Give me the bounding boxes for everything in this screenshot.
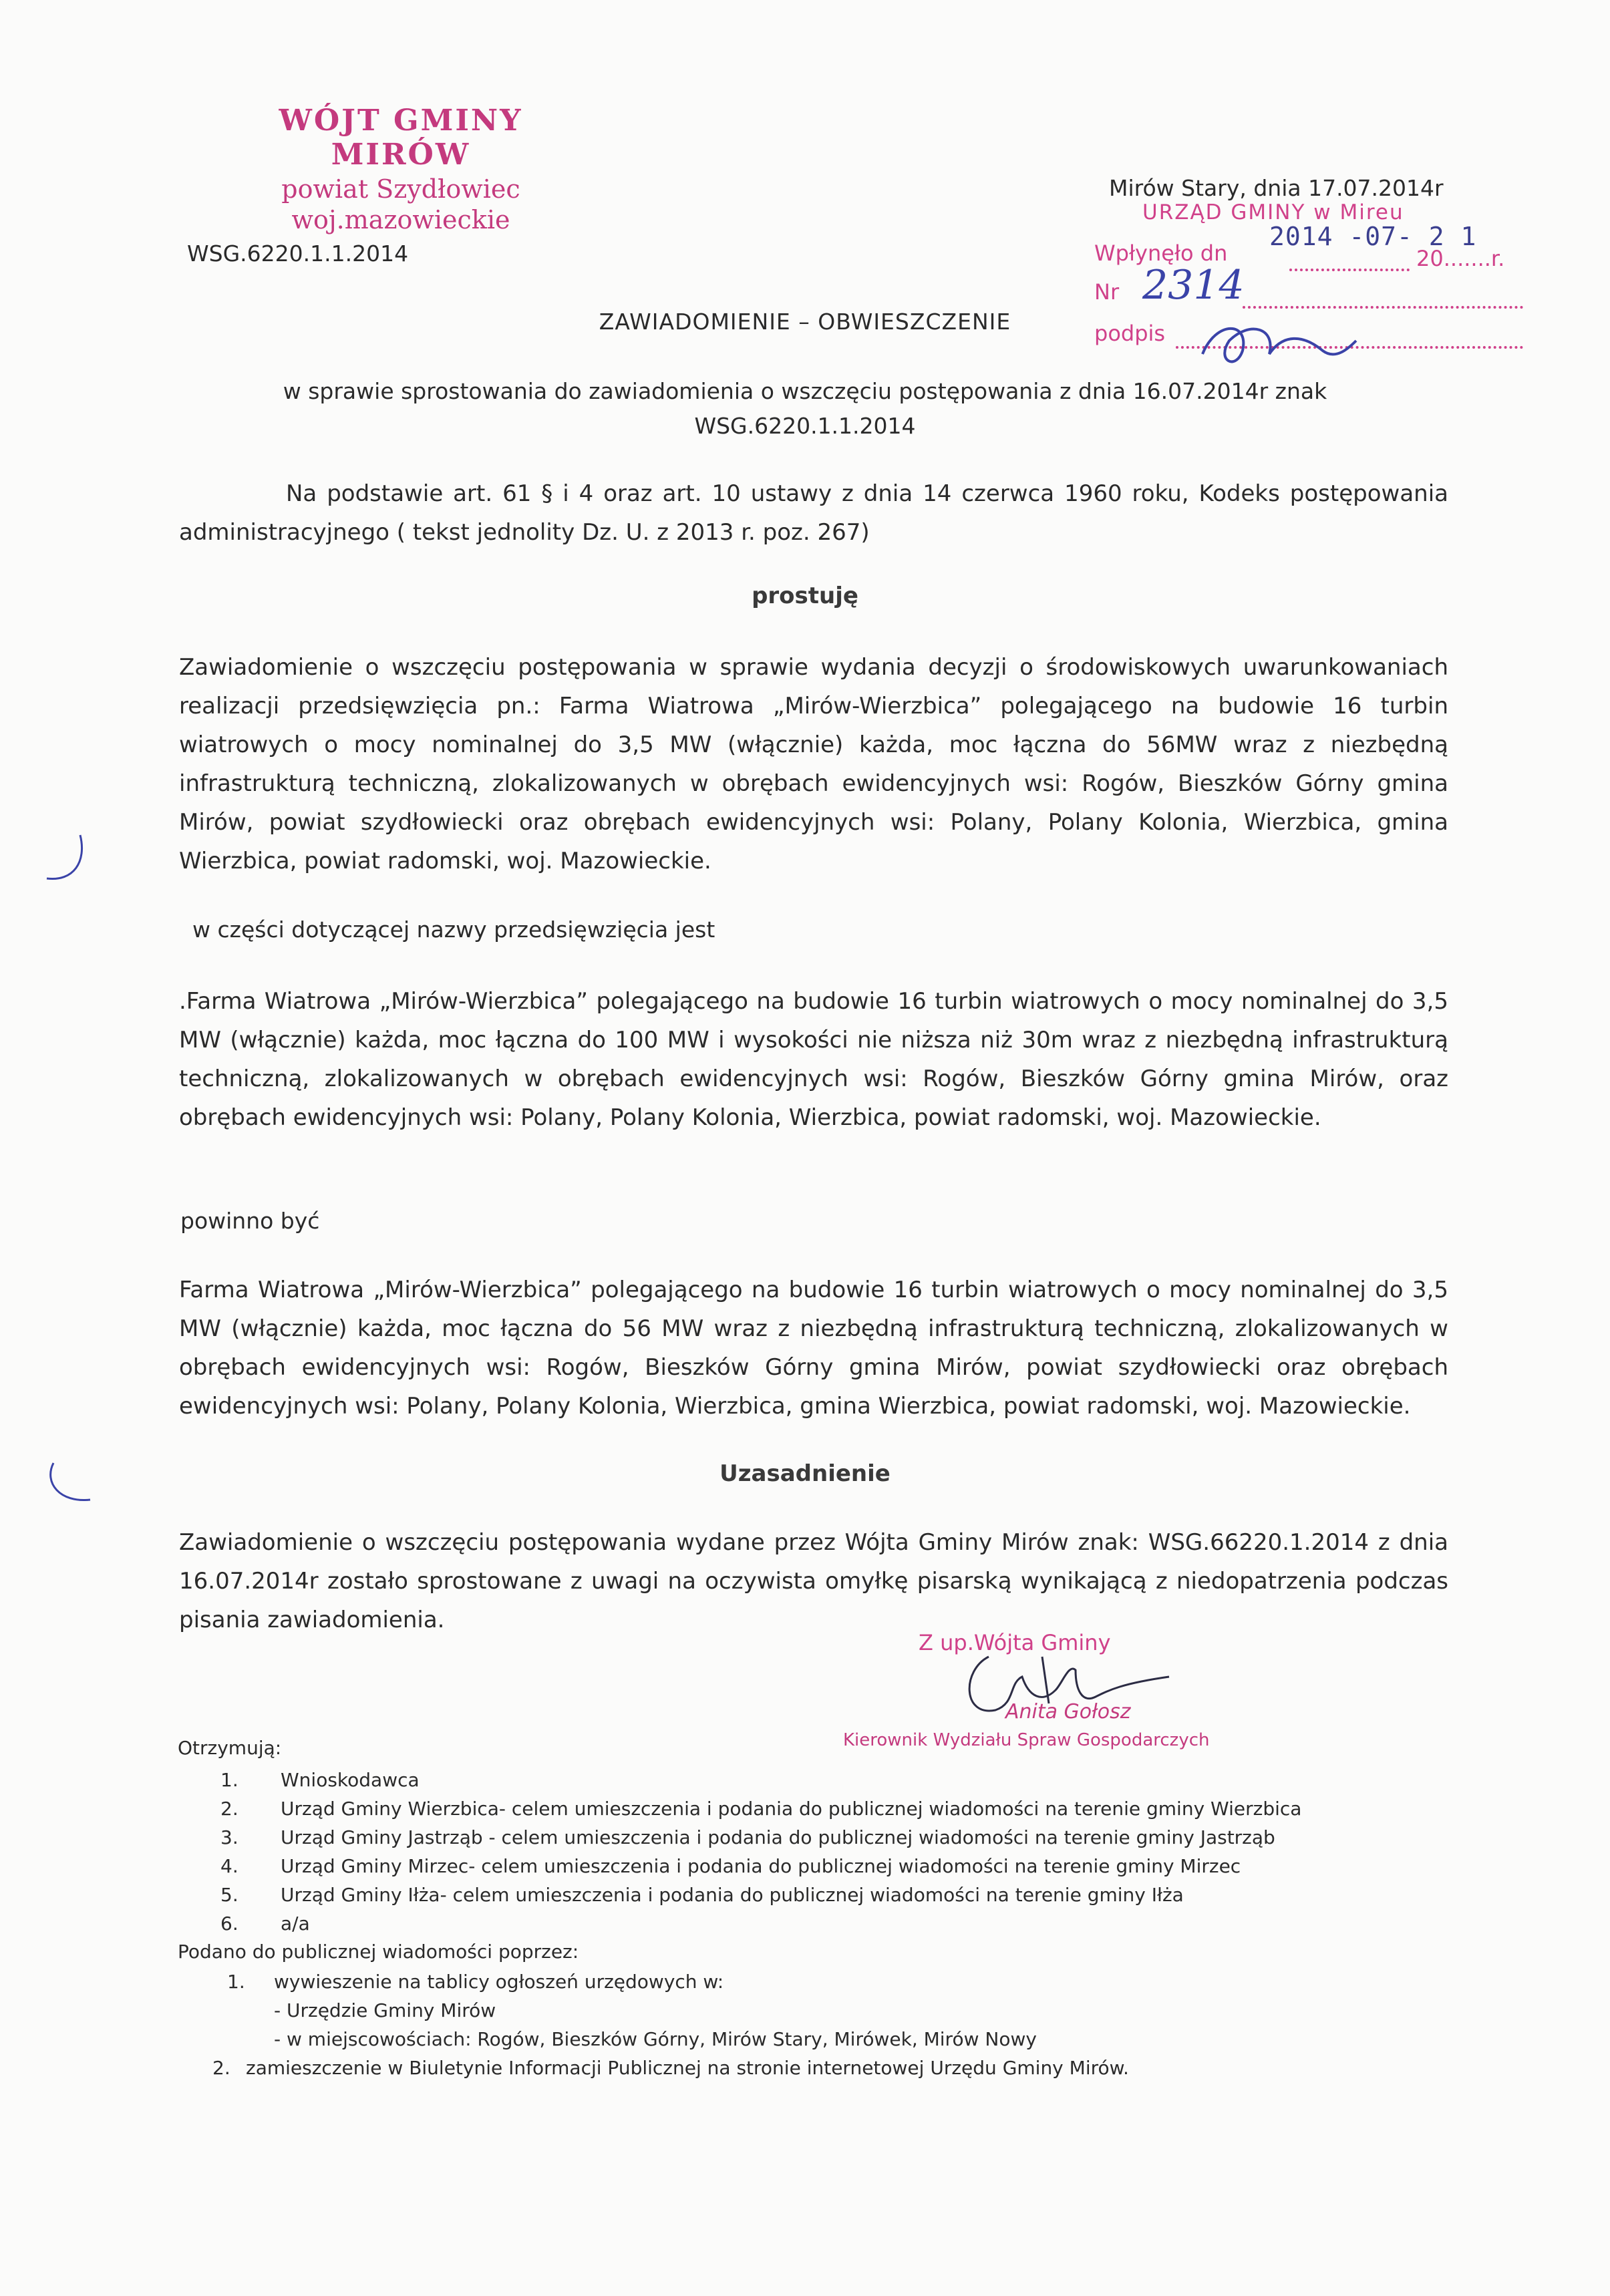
publication-item-1: 1. wywieszenie na tablicy ogłoszeń urzędowych w: [227, 1971, 724, 1993]
hole-punch-mark-icon [40, 1456, 100, 1510]
section-is-label: w części dotyczącej nazwy przedsięwzięcia jest [192, 917, 715, 943]
list-item: 5. Urząd Gminy Iłża- celem umieszczenia i podania do publicznej wiadomości na terenie gminy Iłża [220, 1884, 1184, 1906]
registration-number: 2314 [1142, 262, 1245, 309]
office-stamp-title: WÓJT GMINY MIRÓW [279, 104, 523, 172]
publication-heading: Podano do publicznej wiadomości poprzez: [178, 1941, 579, 1963]
list-item: 2. Urząd Gminy Wierzbica- celem umieszczenia i podania do publicznej wiadomości na terenie gminy Wierzbica [220, 1798, 1302, 1820]
should-be-label: powinno być [180, 1208, 320, 1234]
registration-stamp [1089, 200, 1537, 374]
subject-line-2: WSG.6220.1.1.2014 [694, 413, 916, 439]
decision-word: prostuję [752, 583, 858, 609]
margin-mark-icon [40, 828, 94, 888]
signature-authorization: Z up.Wójta Gminy [919, 1630, 1111, 1655]
signatory-name: Anita Gołosz [1005, 1700, 1131, 1724]
list-item: 1. Wnioskodawca [220, 1769, 420, 1791]
is-paragraph: .Farma Wiatrowa „Mirów-Wierzbica” polegającego na budowie 16 turbin wiatrowych o mocy nominalnej do 3,5 MW (włącznie) każda, moc łączna do 100 MW i wysokości nie niższa niż 30m wraz z niezbędną infrastrukturą techniczną, zlokalizowanych w obrębach ewidencyjnych wsi: Rogów, Bieszków Górny gmina Mirów, oraz obrębach ewidencyjnych wsi: Polany, Polany Kolonia, Wierzbica, powiat radomski, woj. Mazowieckie. [179, 988, 1448, 1131]
justification-paragraph: Zawiadomienie o wszczęciu postępowania wydane przez Wójta Gminy Mirów znak: WSG.66220.1.2014 z dnia 16.07.2014r zostało sprostowane z uwagi na oczywista omyłkę pisarską wynikającą z niedopatrzenia podczas pisania zawiadomienia. [179, 1529, 1448, 1633]
legal-basis-paragraph: Na podstawie art. 61 § i 4 oraz art. 10 ustawy z dnia 14 czerwca 1960 roku, Kodeks postępowania administracyjnego ( tekst jednolity Dz. U. z 2013 r. poz. 267) [179, 480, 1448, 546]
place-date: Mirów Stary, dnia 17.07.2014r [1109, 175, 1444, 201]
document-title: ZAWIADOMIENIE – OBWIESZCZENIE [599, 309, 1011, 335]
notice-paragraph: Zawiadomienie o wszczęciu postępowania w sprawie wydania decyzji o środowiskowych uwarunkowaniach realizacji przedsięwzięcia pn.: Farma Wiatrowa „Mirów-Wierzbica” polegającego na budowie 16 turbin wiatrowych o mocy nominalnej do 3,5 MW (włącznie) każda, moc łączna do 56MW wraz z niezbędną infrastrukturą techniczną, zlokalizowanych w obrębach ewidencyjnych wsi: Rogów, Bieszków Górny gmina Mirów, powiat szydłowiecki oraz obrębach ewidencyjnych wsi: Polany, Polany Kolonia, Wierzbica, gmina Wierzbica, powiat radomski, woj. Mazowieckie. [179, 654, 1448, 874]
publication-subitem-1: - Urzędzie Gminy Mirów [274, 1999, 496, 2021]
number-label: Nr [1094, 279, 1120, 305]
registration-stamp-office: URZĄD GMINY w Mireu [1142, 200, 1404, 224]
should-be-paragraph: Farma Wiatrowa „Mirów-Wierzbica” polegającego na budowie 16 turbin wiatrowych o mocy nominalnej do 3,5 MW (włącznie) każda, moc łączna do 56 MW wraz z niezbędną infrastrukturą techniczną, zlokalizowanych w obrębach ewidencyjnych wsi: Rogów, Bieszków Górny gmina Mirów, powiat szydłowiecki oraz obrębach ewidencyjnych wsi: Polany, Polany Kolonia, Wierzbica, gmina Wierzbica, powiat radomski, woj. Mazowieckie. [179, 1277, 1448, 1420]
publication-subitem-2: - w miejscowościach: Rogów, Bieszków Górny, Mirów Stary, Mirówek, Mirów Nowy [274, 2028, 1037, 2050]
justification-heading: Uzasadnienie [719, 1460, 891, 1487]
list-item: 4. Urząd Gminy Mirzec- celem umieszczenia i podania do publicznej wiadomości na terenie gminy Mirzec [220, 1855, 1241, 1877]
publication-item-2: 2. zamieszczenie w Biuletynie Informacji Publicznej na stronie internetowej Urzędu Gminy Mirów. [212, 2057, 1129, 2079]
subject-line-1: w sprawie sprostowania do zawiadomienia o wszczęciu postępowania z dnia 16.07.2014r znak [283, 378, 1327, 404]
signature-label: podpis [1094, 321, 1166, 346]
received-label: Wpłynęło dn [1094, 240, 1228, 266]
recipients-heading: Otrzymują: [178, 1737, 282, 1759]
list-item: 6. a/a [220, 1913, 310, 1935]
received-date: 2014 -07- 2 1 [1269, 222, 1477, 251]
recipients-list [220, 1766, 1301, 1938]
subject [180, 374, 1430, 444]
list-item: 3. Urząd Gminy Jastrząb - celem umieszczenia i podania do publicznej wiadomości na terenie gminy Jastrząb [220, 1826, 1275, 1848]
office-stamp [220, 104, 581, 234]
office-stamp-voivodeship: woj.mazowieckie [291, 205, 510, 234]
year-field: 20.......r. [1416, 246, 1505, 271]
signatory-role: Kierownik Wydziału Spraw Gospodarczych [843, 1730, 1210, 1750]
reference-number: WSG.6220.1.1.2014 [187, 240, 409, 267]
office-stamp-county: powiat Szydłowiec [281, 174, 520, 204]
